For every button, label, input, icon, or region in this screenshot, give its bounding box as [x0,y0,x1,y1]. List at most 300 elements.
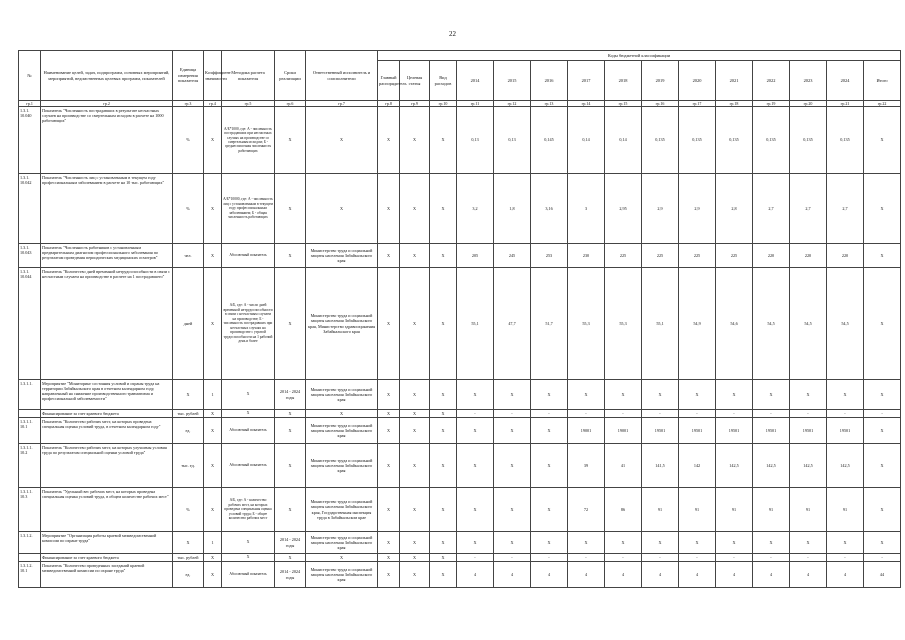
row-year-value: 3,16 [531,174,568,244]
row-year-value: X [531,532,568,554]
row-year-value: 4 [642,562,679,588]
row-responsible: Министерство труда и социальной защиты населения Забайкальского края [306,380,378,410]
row-total: X [864,244,901,268]
row-year-value: 4 [568,562,605,588]
row-year-value: X [494,380,531,410]
row-unit: тыс. рублей [173,410,204,418]
row-expense-type: X [430,380,457,410]
header-year: 2020 [679,61,716,101]
row-method: А/Б, где: А - количество рабочих мест, на которых проведена специальная оценка условий труда; Б - общее количество рабочих мест [222,488,275,532]
row-year-value: 54,9 [679,268,716,380]
row-main-manager: X [378,174,400,244]
row-responsible: X [306,174,378,244]
row-year-value: 142,5 [716,444,753,488]
column-number: гр.8 [378,101,400,107]
row-total: X [864,268,901,380]
row-coefficient: X [204,410,222,418]
row-year-value: 225 [642,244,679,268]
row-year-value: 51,7 [531,268,568,380]
row-year-value: - [679,410,716,418]
row-name: Показатель "Количество рабочих мест, на которых проведена специальная оценка условий труда, в отчетном календарном году" [41,418,173,444]
row-method: А/Б*1000, где: А - численность пострадавших при несчастных случаях на производстве со смертельным исходом; Б - среднесписочная численность работающих [222,107,275,174]
row-total: X [864,107,901,174]
row-year-value: X [494,444,531,488]
row-year-value: 0,135 [753,107,790,174]
row-main-manager: X [378,488,400,532]
row-year-value: - [605,410,642,418]
column-number: гр.4 [204,101,222,107]
page-number: 22 [449,30,456,38]
row-year-value: 0,14 [605,107,642,174]
row-coefficient: X [204,244,222,268]
row-year-value: 55,1 [457,268,494,380]
row-name: Показатель "Количество рабочих мест, на которых улучшены условия труда по результатам специальной оценки условий труда" [41,444,173,488]
row-total: X [864,488,901,532]
row-responsible: Министерство труда и социальной защиты населения Забайкальского края [306,418,378,444]
row-year-value: 91 [679,488,716,532]
row-year-value: - [568,554,605,562]
row-term: X [275,488,306,532]
row-year-value: X [568,532,605,554]
row-year-value: X [457,380,494,410]
row-responsible: X [306,107,378,174]
row-target-article: X [400,244,430,268]
row-year-value: 54,5 [790,268,827,380]
row-year-value: 4 [457,562,494,588]
header-budget-codes: Коды бюджетной классификации [378,51,901,61]
row-year-value: X [716,532,753,554]
row-name: Показатель "Численность лиц с установленным в текущем году профессиональным заболеванием в расчете на 10 тыс. работающих" [41,174,173,244]
row-responsible: Министерство труда и социальной защиты населения Забайкальского края [306,244,378,268]
table-body [19,101,901,588]
row-year-value: - [790,410,827,418]
row-year-value: X [827,380,864,410]
row-year-value: X [457,488,494,532]
row-number: 1.3.1. 10.044 [19,268,41,380]
header-year: 2016 [531,61,568,101]
row-target-article: X [400,444,430,488]
row-year-value: 19501 [642,418,679,444]
table-row [19,380,901,410]
row-method: А/Б, где: А - число дней временной нетрудоспособности в связи с несчастным случаем на производстве; Б - численность пострадавших при несчастных случаях на производстве с утратой трудоспособности на 1 рабочий день и более [222,268,275,380]
column-number: гр.5 [222,101,275,107]
row-number: 1.3.1. 10.040 [19,107,41,174]
column-number: гр.6 [275,101,306,107]
row-term: X [275,444,306,488]
row-year-value: 220 [753,244,790,268]
row-year-value: 19501 [716,418,753,444]
table-row [19,418,901,444]
table-row [19,107,901,174]
row-year-value: 0,135 [827,107,864,174]
row-year-value: - [494,554,531,562]
row-coefficient: X [204,174,222,244]
row-year-value: 54,6 [716,268,753,380]
row-year-value: - [716,554,753,562]
row-number: 1.3.1.1. 10.3 [19,488,41,532]
column-number: гр.15 [605,101,642,107]
row-unit: % [173,107,204,174]
column-number: гр.20 [790,101,827,107]
row-year-value: 4 [827,562,864,588]
header-year: 2019 [642,61,679,101]
row-main-manager: X [378,562,400,588]
table-row [19,532,901,554]
row-year-value: 225 [716,244,753,268]
row-year-value: X [716,380,753,410]
row-year-value: 91 [753,488,790,532]
row-year-value: 72 [568,488,605,532]
column-number: гр.12 [494,101,531,107]
row-unit: % [173,488,204,532]
row-term: X [275,554,306,562]
row-year-value: 19501 [827,418,864,444]
column-number: гр.16 [642,101,679,107]
program-table [18,50,901,588]
row-term: 2014 - 2024 годы [275,562,306,588]
row-coefficient: X [204,418,222,444]
row-unit: X [173,380,204,410]
row-expense-type: X [430,268,457,380]
row-year-value: 230 [568,244,605,268]
row-expense-type: X [430,410,457,418]
row-coefficient: X [204,562,222,588]
row-year-value: 2,9 [679,174,716,244]
row-year-value: 245 [494,244,531,268]
row-number: 1.3.1.1. 10.1 [19,418,41,444]
row-year-value: - [457,410,494,418]
row-coefficient: X [204,554,222,562]
row-year-value: 3 [568,174,605,244]
row-year-value: - [494,410,531,418]
header-name: Наименование целей, задач, подпрограмм, основных мероприятий, мероприятий, ведомственных целевых программ, показателей [41,51,173,101]
column-number: гр.21 [827,101,864,107]
header-main-manager: Главный распорядитель [378,61,400,101]
row-expense-type: X [430,444,457,488]
row-year-value: 4 [494,562,531,588]
row-year-value: 253 [531,244,568,268]
row-name: Мероприятие "Мониторинг состояния условий и охраны труда на территории Забайкальского края в отчетном календарном году, направленный на снижение производственного травматизма и профессиональной заболеваемости" [41,380,173,410]
row-year-value: 54,5 [827,268,864,380]
row-expense-type: X [430,488,457,532]
row-method: Абсолютный показатель [222,444,275,488]
header-coef: Коэффициент значимости [204,51,222,101]
column-number: гр.19 [753,101,790,107]
row-target-article: X [400,562,430,588]
column-number: гр.22 [864,101,901,107]
row-year-value: X [457,418,494,444]
row-term: X [275,107,306,174]
row-unit: % [173,174,204,244]
row-year-value: 19501 [753,418,790,444]
header-unit: Единица измерения показателя [173,51,204,101]
row-term: X [275,268,306,380]
header-expense-type: Вид расходов [430,61,457,101]
row-year-value: X [753,532,790,554]
row-year-value: 220 [827,244,864,268]
row-total: X [864,380,901,410]
row-unit: ед. [173,418,204,444]
row-number [19,554,41,562]
row-year-value: X [531,444,568,488]
row-method: Абсолютный показатель [222,418,275,444]
row-name: Показатель "Количество проведенных заседаний краевой межведомственной комиссии по охране труда" [41,562,173,588]
table-row [19,268,901,380]
row-main-manager: X [378,554,400,562]
row-year-value: - [827,554,864,562]
row-year-value: X [679,532,716,554]
row-term: X [275,244,306,268]
row-year-value: - [642,554,679,562]
table-row [19,174,901,244]
row-method: Абсолютный показатель [222,244,275,268]
row-year-value: 19501 [790,418,827,444]
row-responsible: Министерство труда и социальной защиты населения Забайкальского края, Государственная инспекция труда в Забайкальском крае [306,488,378,532]
table-row [19,444,901,488]
row-year-value: 19001 [605,418,642,444]
row-year-value: - [716,410,753,418]
row-year-value: 54,5 [753,268,790,380]
row-target-article: X [400,554,430,562]
header-method: Методика расчета показателя [222,51,275,101]
row-unit: X [173,532,204,554]
row-year-value: 91 [642,488,679,532]
row-main-manager: X [378,418,400,444]
row-year-value: 205 [457,244,494,268]
header-total: Итого [864,61,901,101]
row-method: X [222,532,275,554]
row-year-value: 55,1 [642,268,679,380]
row-expense-type: X [430,107,457,174]
row-coefficient: X [204,107,222,174]
row-year-value: 141,5 [642,444,679,488]
row-name: Финансирование за счет краевого бюджета [41,410,173,418]
row-year-value: - [679,554,716,562]
row-total: - [864,554,901,562]
row-year-value: 225 [605,244,642,268]
row-year-value: 41 [605,444,642,488]
row-expense-type: X [430,562,457,588]
row-year-value: X [531,418,568,444]
table-row [19,244,901,268]
table-row [19,562,901,588]
table-row [19,554,901,562]
row-responsible: X [306,554,378,562]
row-year-value: X [642,380,679,410]
row-total: X [864,532,901,554]
row-year-value: 0,13 [457,107,494,174]
row-unit: ед. [173,562,204,588]
table-row [19,410,901,418]
row-unit: чел. [173,244,204,268]
row-year-value: 2,9 [642,174,679,244]
row-responsible: X [306,410,378,418]
row-responsible: Министерство труда и социальной защиты населения Забайкальского края, Министерство здравоохранения Забайкальского края [306,268,378,380]
row-main-manager: X [378,532,400,554]
row-year-value: 4 [716,562,753,588]
row-year-value: 86 [605,488,642,532]
column-number: гр.1 [19,101,41,107]
row-year-value: - [531,554,568,562]
row-target-article: X [400,410,430,418]
row-total: X [864,174,901,244]
row-term: X [275,174,306,244]
row-year-value: X [753,380,790,410]
row-name: Показатель "Численность работников с установленным предварительным диагнозом профессионального заболевания по результатам проведения периодических медицинских осмотров" [41,244,173,268]
row-year-value: 142,5 [827,444,864,488]
row-year-value: 142 [679,444,716,488]
row-unit: тыс. рублей [173,554,204,562]
row-year-value: 55,3 [605,268,642,380]
row-year-value: 225 [679,244,716,268]
row-number: 1.3.1.1. 10.2 [19,444,41,488]
row-name: Финансирование за счет краевого бюджета [41,554,173,562]
column-number: гр.2 [41,101,173,107]
row-year-value: 142,5 [753,444,790,488]
row-unit: тыс. ед. [173,444,204,488]
column-number: гр.17 [679,101,716,107]
row-responsible: Министерство труда и социальной защиты населения Забайкальского края [306,444,378,488]
row-year-value: X [457,444,494,488]
row-method: X [222,554,275,562]
row-method: X [222,380,275,410]
row-main-manager: X [378,380,400,410]
row-year-value: - [568,410,605,418]
row-year-value: 91 [716,488,753,532]
row-number: 1.3.1.2. [19,532,41,554]
row-term: X [275,410,306,418]
table-row [19,488,901,532]
column-number: гр.11 [457,101,494,107]
row-year-value: 0,14 [568,107,605,174]
row-year-value: 4 [753,562,790,588]
row-year-value: 91 [790,488,827,532]
row-responsible: Министерство труда и социальной защиты населения Забайкальского края [306,532,378,554]
row-main-manager: X [378,244,400,268]
row-year-value: - [753,410,790,418]
row-year-value: 2,8 [716,174,753,244]
row-method: А/Б*10000, где: А - численность лиц с установленным в текущем году профессиональным заболеванием; Б - общая численность работающих [222,174,275,244]
row-year-value: 4 [531,562,568,588]
row-year-value: 4 [790,562,827,588]
row-term: 2014 - 2024 годы [275,532,306,554]
row-year-value: 1,8 [494,174,531,244]
row-expense-type: X [430,244,457,268]
column-number: гр.18 [716,101,753,107]
row-coefficient: X [204,488,222,532]
row-number: 1.3.1. 10.042 [19,174,41,244]
row-term: X [275,418,306,444]
row-year-value: X [605,532,642,554]
row-year-value: 19501 [679,418,716,444]
row-year-value: X [605,380,642,410]
row-coefficient: X [204,444,222,488]
row-expense-type: X [430,174,457,244]
row-number: 1.3.1.2. 10.1 [19,562,41,588]
row-year-value: 91 [827,488,864,532]
row-year-value: - [790,554,827,562]
row-total: X [864,418,901,444]
row-year-value: 3,2 [457,174,494,244]
header-no: № [19,51,41,101]
row-term: 2014 - 2024 годы [275,380,306,410]
column-number: гр.7 [306,101,378,107]
row-year-value: X [568,380,605,410]
row-coefficient: 1 [204,380,222,410]
header-year: 2014 [457,61,494,101]
header-target-article: Целевая статья [400,61,430,101]
row-year-value: X [531,488,568,532]
row-total: X [864,444,901,488]
row-target-article: X [400,488,430,532]
row-total: 44 [864,562,901,588]
row-method: X [222,410,275,418]
row-year-value: 0,13 [494,107,531,174]
row-year-value: 2,7 [827,174,864,244]
header-year: 2017 [568,61,605,101]
row-year-value: - [642,410,679,418]
row-unit: дней [173,268,204,380]
row-main-manager: X [378,107,400,174]
row-target-article: X [400,380,430,410]
row-year-value: 4 [605,562,642,588]
row-target-article: X [400,418,430,444]
column-number: гр.13 [531,101,568,107]
row-year-value: 0,135 [679,107,716,174]
column-number: гр.10 [430,101,457,107]
row-number: 1.3.1.1. [19,380,41,410]
row-coefficient: X [204,268,222,380]
column-number: гр.14 [568,101,605,107]
row-year-value: 0,145 [531,107,568,174]
row-year-value: 2,7 [753,174,790,244]
row-year-value: X [679,380,716,410]
row-name: Показатель "Удельный вес рабочих мест, на которых проведена специальная оценка условий труда, в общем количестве рабочих мест" [41,488,173,532]
header-year: 2023 [790,61,827,101]
row-target-article: X [400,532,430,554]
row-total: - [864,410,901,418]
row-year-value: - [605,554,642,562]
row-year-value: 2,7 [790,174,827,244]
header-year: 2024 [827,61,864,101]
row-target-article: X [400,174,430,244]
row-year-value: X [790,532,827,554]
header-year: 2022 [753,61,790,101]
row-year-value: 19001 [568,418,605,444]
row-year-value: X [494,418,531,444]
row-method: Абсолютный показатель [222,562,275,588]
row-year-value: - [753,554,790,562]
row-main-manager: X [378,444,400,488]
row-year-value: 0,135 [642,107,679,174]
row-expense-type: X [430,554,457,562]
row-year-value: 142,5 [790,444,827,488]
row-year-value: 220 [790,244,827,268]
column-number: гр.3 [173,101,204,107]
row-year-value: 0,135 [716,107,753,174]
row-year-value: - [827,410,864,418]
row-year-value: X [531,380,568,410]
row-number [19,410,41,418]
row-year-value: 47,7 [494,268,531,380]
row-name: Показатель "Численность пострадавших в результате несчастных случаев на производстве со смертельным исходом в расчете на 1000 работающих" [41,107,173,174]
row-year-value: - [457,554,494,562]
header-year: 2021 [716,61,753,101]
row-name: Мероприятие "Организация работы краевой межведомственной комиссии по охране труда" [41,532,173,554]
row-year-value: 2,95 [605,174,642,244]
row-main-manager: X [378,268,400,380]
row-expense-type: X [430,532,457,554]
